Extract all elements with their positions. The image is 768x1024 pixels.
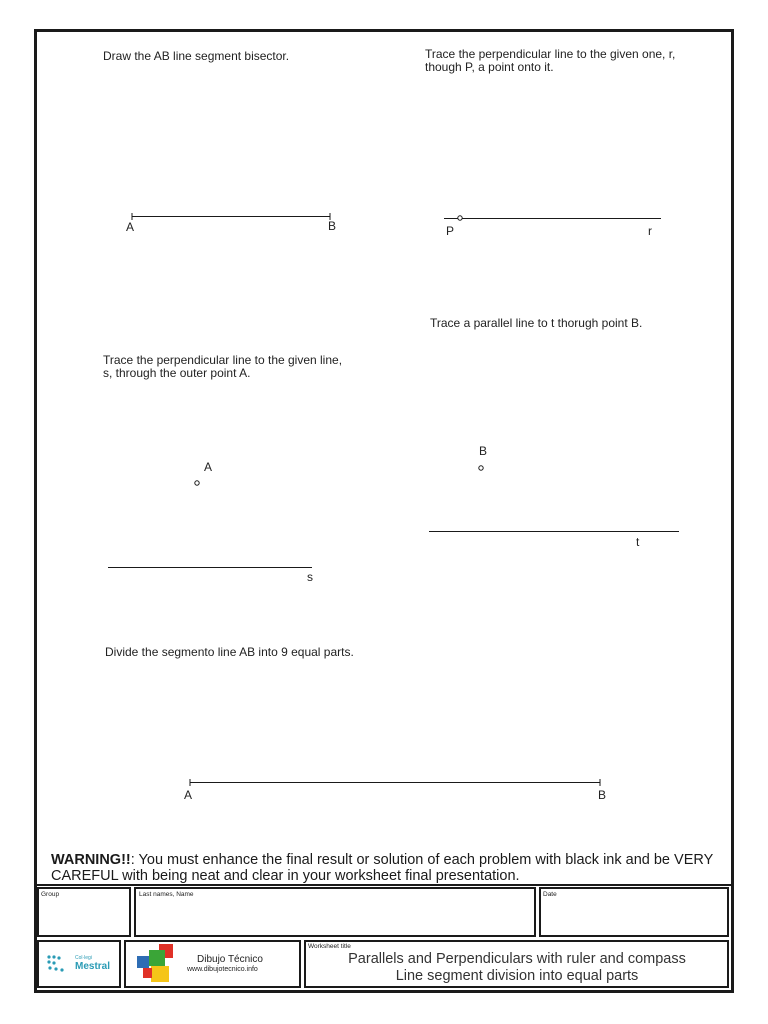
date-field[interactable] (539, 887, 729, 937)
worksheet-title-label: Worksheet title (308, 943, 351, 950)
group-field[interactable] (37, 887, 131, 937)
brand-logo-cell (124, 940, 301, 988)
perp-on-line-instruction: Trace the perpendicular line to the given one, r, though P, a point onto it. (425, 47, 676, 74)
label-b-divide: B (598, 788, 607, 802)
school-small-label: Col·legi (75, 955, 92, 961)
label-r: r (648, 224, 652, 238)
parallel-instruction: Trace a parallel line to t thorugh point B. (430, 316, 643, 330)
label-a-outer: A (204, 460, 213, 474)
warning-text: : You must enhance the final result or solution of each problem with black ink and be VERY CAREFUL with being neat and clear in your worksheet final presentation. (51, 852, 713, 884)
brand-name: Dibujo Técnico (197, 954, 263, 965)
point-a-outer (195, 481, 199, 485)
point-p (458, 216, 462, 220)
worksheet-title-line2: Line segment division into equal parts (395, 968, 639, 984)
brand-url: www.dibujotecnico.info (187, 966, 258, 973)
title-block-divider (37, 884, 731, 886)
point-b-parallel (479, 466, 483, 470)
divide-instruction: Divide the segmento line AB into 9 equal parts. (105, 645, 354, 659)
label-b-parallel: B (479, 444, 488, 458)
label-t: t (636, 535, 640, 549)
date-label: Date (543, 891, 557, 898)
label-a-divide: A (184, 788, 193, 802)
bisector-instruction: Draw the AB line segment bisector. (103, 49, 290, 63)
label-b-bisector: B (328, 219, 337, 233)
name-label: Last names, Name (139, 891, 194, 898)
worksheet-title-line1: Parallels and Perpendiculars with ruler and compass (348, 951, 686, 967)
dibujo-tecnico-logo-icon (135, 944, 179, 984)
school-logo-icon (45, 953, 67, 975)
group-label: Group (41, 891, 60, 898)
name-field[interactable] (134, 887, 536, 937)
label-p: P (446, 224, 455, 238)
label-s: s (307, 570, 313, 584)
worksheet-title-cell (304, 940, 729, 988)
perp-outer-instruction: Trace the perpendicular line to the given line, s, through the outer point A. (103, 353, 343, 380)
school-logo-cell (37, 940, 121, 988)
warning-heading: WARNING!! (51, 852, 131, 868)
warning-note (51, 852, 731, 884)
label-a-bisector: A (126, 220, 135, 234)
school-name: Mestral (75, 961, 111, 972)
